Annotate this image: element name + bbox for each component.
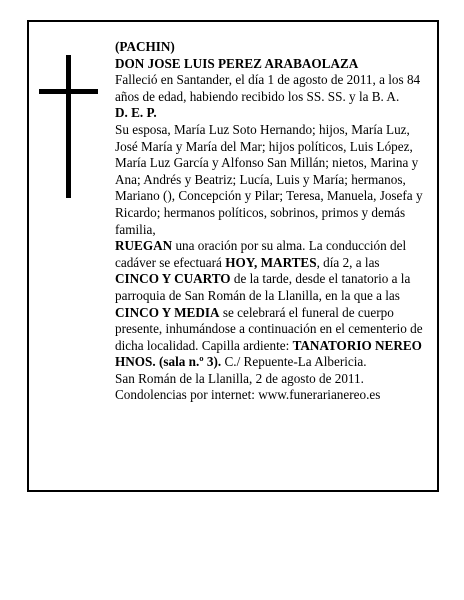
cinco-y-cuarto: CINCO Y CUARTO <box>115 271 231 287</box>
cross-horizontal-bar <box>39 89 98 94</box>
tanatorio-name: TANATORIO NEREO HNOS. (sala n.º 3). <box>115 337 422 370</box>
deceased-name: DON JOSE LUIS PEREZ ARABAOLAZA <box>115 55 359 71</box>
death-statement: Falleció en Santander, el día 1 de agosto de 2011, a los 84 años de edad, habiendo recibido los SS. SS. y la B. A. <box>115 72 421 104</box>
condolences-line: Condolencias por internet: www.funerarianereo.es <box>115 387 381 403</box>
obituary-notice <box>27 20 439 492</box>
funeral-details: RUEGAN una oración por su alma. La conducción del cadáver se efectuará HOY, MARTES, día 2, a las CINCO Y CUARTO de la tarde, desde el tanatorio a la parroquia de San Román de la Llanilla, en la que a las CINCO Y MEDIA se celebrará el funeral de cuerpo presente, inhumándose a continuación en el cementerio de dicha localidad. Capilla ardiente: TANATORIO NEREO HNOS. (sala n.º 3). C./ Repuente-La Albericia. <box>115 238 423 370</box>
obituary-text <box>115 39 425 404</box>
hoy-martes: HOY, MARTES <box>225 254 317 270</box>
cinco-y-media: CINCO Y MEDIA <box>115 304 220 320</box>
place-date: San Román de la Llanilla, 2 de agosto de 2011. <box>115 370 364 386</box>
ruegan-label: RUEGAN <box>115 238 173 254</box>
nickname: (PACHIN) <box>115 39 175 54</box>
family-list: Su esposa, María Luz Soto Hernando; hijos, María Luz, José María y María del Mar; hijos políticos, Luis López, María Luz García y Alfonso San Millán; nietos, Marina y Ana; Andrés y Beatriz; Lucía, Luis y María; hermanos, Mariano (), Concepción y Pilar; Teresa, Manuela, Josefa y Ricardo; hermanos políticos, sobrinos, primos y demás familia, <box>115 121 423 237</box>
dep-label: D. E. P. <box>115 105 157 121</box>
cross-vertical-bar <box>66 55 71 198</box>
